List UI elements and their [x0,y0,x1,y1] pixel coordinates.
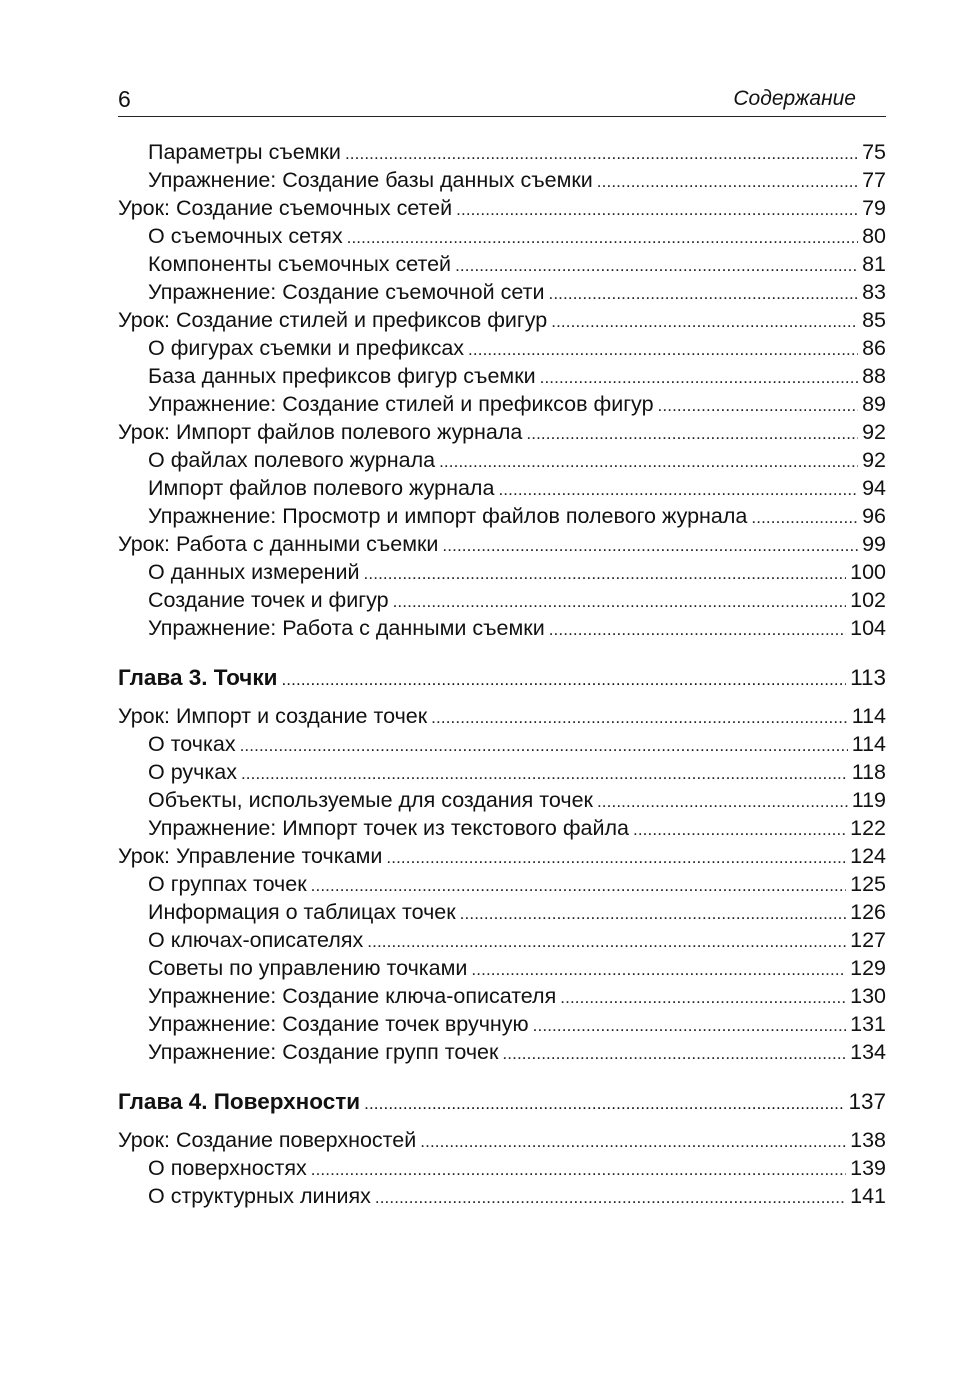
toc-section-entry[interactable] [118,278,886,306]
entry-page: 100 [850,560,886,584]
dot-leader [468,336,858,364]
entry-page: 94 [862,476,886,500]
dot-leader [551,308,858,336]
dot-leader [393,588,847,616]
dot-leader [364,1087,844,1121]
dot-leader [597,788,848,816]
entry-page: 104 [850,616,886,640]
entry-page: 86 [862,336,886,360]
entry-page: 92 [862,420,886,444]
dot-leader [439,448,858,476]
toc-section-entry[interactable] [118,138,886,166]
chapter-title: Глава 4. Поверхности [118,1089,361,1114]
entry-page: 99 [862,532,886,556]
entry-title: Упражнение: Создание точек вручную [148,1012,529,1036]
toc-block-1 [118,138,886,642]
chapter-title: Глава 3. Точки [118,665,278,690]
dot-leader [386,844,846,872]
dot-leader [540,364,858,392]
chapter-page: 137 [848,1089,886,1114]
entry-title: Параметры съемки [148,140,341,164]
dot-leader [311,872,846,900]
dot-leader [526,420,858,448]
entry-title: О ключах-описателях [148,928,364,952]
dot-leader [597,168,858,196]
dot-leader [281,663,846,697]
dot-leader [240,732,848,760]
toc-section-entry[interactable] [118,758,886,786]
toc-section-entry[interactable] [118,166,886,194]
entry-title: Упражнение: Создание стилей и префиксов фигур [148,392,654,416]
dot-leader [471,956,846,984]
entry-page: 134 [850,1040,886,1064]
entry-page: 102 [850,588,886,612]
toc-section-entry[interactable] [118,222,886,250]
toc-section-entry[interactable] [118,730,886,758]
entry-page: 141 [850,1184,886,1208]
toc-section-entry[interactable] [118,954,886,982]
chapter-4-heading[interactable] [118,1085,886,1119]
entry-title: О фигурах съемки и префиксах [148,336,465,360]
entry-title: Компоненты съемочных сетей [148,252,452,276]
entry-title: О поверхностях [148,1156,307,1180]
toc-section-entry[interactable] [118,558,886,586]
toc-section-entry[interactable] [118,870,886,898]
entry-page: 124 [850,844,886,868]
toc-lesson-entry[interactable] [118,702,886,730]
dot-leader [633,816,846,844]
dot-leader [241,760,848,788]
entry-title: Импорт файлов полевого журнала [148,476,495,500]
entry-page: 81 [862,252,886,276]
toc-section-entry[interactable] [118,1182,886,1210]
dot-leader [375,1184,846,1212]
toc-section-entry[interactable] [118,1154,886,1182]
entry-title: Упражнение: Создание ключа-описателя [148,984,557,1008]
entry-title: Упражнение: Работа с данными съемки [148,616,545,640]
dot-leader [548,280,858,308]
entry-title: О файлах полевого журнала [148,448,436,472]
toc-section-entry[interactable] [118,614,886,642]
dot-leader [560,984,846,1012]
entry-title: О съемочных сетях [148,224,343,248]
toc-section-entry[interactable] [118,926,886,954]
entry-page: 88 [862,364,886,388]
dot-leader [533,1012,846,1040]
toc-section-entry[interactable] [118,786,886,814]
toc-section-entry[interactable] [118,334,886,362]
dot-leader [502,1040,846,1068]
toc-section-entry[interactable] [118,362,886,390]
entry-title: О данных измерений [148,560,360,584]
entry-title: Урок: Создание стилей и префиксов фигур [118,308,548,332]
toc-lesson-entry[interactable] [118,194,886,222]
dot-leader [347,224,858,252]
dot-leader [367,928,846,956]
entry-page: 119 [851,788,886,812]
dot-leader [345,140,858,168]
entry-title: Упражнение: Создание съемочной сети [148,280,545,304]
toc-section-entry[interactable] [118,502,886,530]
chapter-3-heading[interactable] [118,661,886,695]
entry-title: Урок: Создание поверхностей [118,1128,417,1152]
entry-title: База данных префиксов фигур съемки [148,364,536,388]
dot-leader [498,476,858,504]
dot-leader [364,560,847,588]
dot-leader [456,196,858,224]
entry-title: Урок: Импорт и создание точек [118,704,428,728]
toc-section-entry[interactable] [118,250,886,278]
page-number: 6 [118,86,131,112]
entry-title: Упражнение: Создание базы данных съемки [148,168,593,192]
entry-title: Урок: Работа с данными съемки [118,532,439,556]
chapter-page: 113 [850,665,886,690]
entry-page: 80 [862,224,886,248]
dot-leader [658,392,859,420]
entry-page: 126 [850,900,886,924]
entry-page: 96 [862,504,886,528]
entry-page: 118 [851,760,886,784]
toc-section-entry[interactable] [118,390,886,418]
entry-title: Урок: Создание съемочных сетей [118,196,453,220]
entry-title: О группах точек [148,872,307,896]
entry-page: 138 [850,1128,886,1152]
entry-title: Урок: Импорт файлов полевого журнала [118,420,523,444]
entry-page: 77 [862,168,886,192]
running-title: Содержание [733,87,856,110]
dot-leader [431,704,848,732]
entry-page: 114 [851,732,886,756]
entry-title: О точках [148,732,236,756]
entry-page: 114 [851,704,886,728]
entry-page: 122 [850,816,886,840]
toc-lesson-entry[interactable] [118,1126,886,1154]
entry-page: 127 [850,928,886,952]
toc-lesson-entry[interactable] [118,842,886,870]
entry-title: Объекты, используемые для создания точек [148,788,593,812]
toc-section-entry[interactable] [118,1038,886,1066]
toc-section-entry[interactable] [118,586,886,614]
dot-leader [751,504,858,532]
toc-block-3 [118,1126,886,1210]
dot-leader [549,616,846,644]
dot-leader [455,252,858,280]
entry-title: Создание точек и фигур [148,588,389,612]
entry-page: 129 [850,956,886,980]
entry-page: 130 [850,984,886,1008]
entry-title: Упражнение: Создание групп точек [148,1040,499,1064]
entry-title: О ручках [148,760,237,784]
entry-page: 75 [862,140,886,164]
entry-page: 83 [862,280,886,304]
toc-lesson-entry[interactable] [118,530,886,558]
entry-title: Советы по управлению точками [148,956,468,980]
toc-block-2 [118,702,886,1066]
entry-page: 89 [862,392,886,416]
toc-section-entry[interactable] [118,446,886,474]
entry-title: Упражнение: Просмотр и импорт файлов полевого журнала [148,504,748,528]
toc-lesson-entry[interactable] [118,418,886,446]
page-header [118,84,886,117]
toc-section-entry[interactable] [118,474,886,502]
dot-leader [442,532,858,560]
dot-leader [460,900,846,928]
toc-section-entry[interactable] [118,982,886,1010]
dot-leader [420,1128,846,1156]
toc-section-entry[interactable] [118,1010,886,1038]
toc-lesson-entry[interactable] [118,306,886,334]
entry-title: Информация о таблицах точек [148,900,456,924]
entry-page: 85 [862,308,886,332]
entry-page: 92 [862,448,886,472]
entry-title: Упражнение: Импорт точек из текстового файла [148,816,629,840]
entry-page: 139 [850,1156,886,1180]
entry-page: 125 [850,872,886,896]
toc-section-entry[interactable] [118,814,886,842]
entry-page: 79 [862,196,886,220]
entry-title: О структурных линиях [148,1184,371,1208]
entry-page: 131 [850,1012,886,1036]
table-of-contents [118,138,886,1210]
entry-title: Урок: Управление точками [118,844,383,868]
toc-section-entry[interactable] [118,898,886,926]
dot-leader [311,1156,846,1184]
